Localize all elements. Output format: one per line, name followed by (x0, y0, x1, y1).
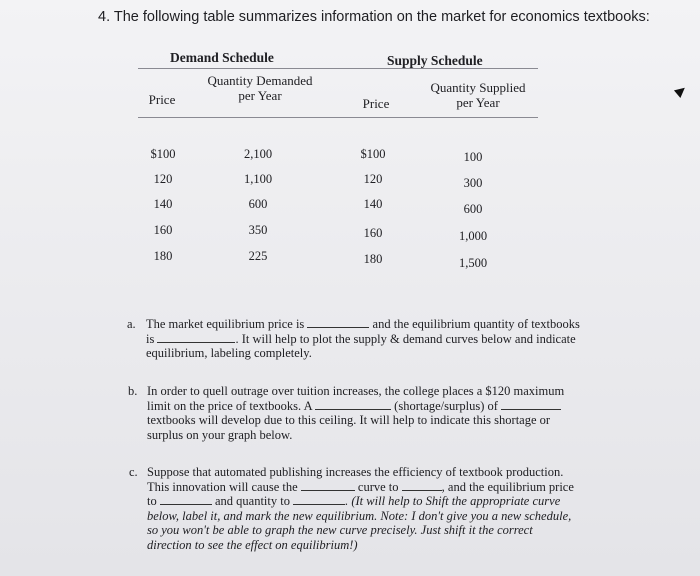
part-c-line3-mid: and quantity to (214, 494, 290, 508)
supply-price-cell: 120 (363, 172, 383, 186)
part-a-line1-pre: The market equilibrium price is (146, 317, 305, 331)
new-quantity-blank[interactable] (293, 494, 345, 505)
demand-price-cell: 120 (153, 172, 173, 186)
quantity-supplied-cell: 1,500 (458, 256, 488, 270)
part-c-line4: below, label it, and mark the new equilibrium. Note: I don't give you a new schedule, (147, 508, 572, 523)
quantity-demanded-cell: 600 (248, 197, 268, 211)
quantity-supplied-cell: 600 (463, 202, 483, 216)
part-a-line2-pre: is (146, 331, 155, 346)
part-a-line1-post: and the equilibrium quantity of textbooks (372, 317, 580, 331)
part-b-line2-pre: limit on the price of textbooks. A (147, 398, 312, 413)
part-a-letter: a. (127, 317, 136, 331)
supply-price-cell: 160 (363, 226, 383, 240)
curve-blank[interactable] (301, 480, 355, 491)
part-c-line2-pre: This innovation will cause the (147, 479, 298, 494)
part-c-line6: direction to see the effect on equilibrium!) (147, 537, 358, 552)
header-rule-bottom (138, 117, 538, 118)
demand-price-cell: 140 (153, 197, 173, 211)
quantity-supplied-cell: 100 (463, 150, 483, 164)
demand-price-cell: 180 (153, 249, 173, 263)
supply-qty-label (413, 80, 543, 110)
question-title: 4. The following table summarizes information on the market for economics textbooks: (98, 9, 650, 25)
shift-direction-blank[interactable] (402, 480, 442, 491)
equilibrium-quantity-blank[interactable] (157, 332, 235, 343)
demand-price-cell: 160 (153, 223, 173, 237)
new-price-blank[interactable] (160, 494, 212, 505)
part-b-line1: In order to quell outrage over tuition increases, the college places a $120 maximum (147, 384, 565, 398)
part-a-line3: equilibrium, labeling completely. (146, 346, 312, 360)
part-c-letter: c. (129, 465, 138, 479)
supply-qty-label-line1: Quantity Supplied (430, 80, 526, 95)
part-c-line1: Suppose that automated publishing increases the efficiency of textbook production. (147, 465, 564, 479)
supply-price-cell: $100 (360, 147, 386, 161)
part-b-line2-mid: (shortage/surplus) of (394, 398, 498, 413)
demand-schedule-header: Demand Schedule (170, 50, 274, 65)
part-a (146, 317, 626, 361)
part-b-letter: b. (128, 384, 138, 398)
demand-qty-label-line2: per Year (238, 88, 282, 103)
demand-qty-label-line1: Quantity Demanded (207, 73, 313, 88)
supply-price-cell: 140 (363, 197, 383, 211)
part-c-line3-post: . (It will help to Shift the appropriate curve (345, 494, 561, 508)
quantity-demanded-cell: 2,100 (243, 147, 273, 161)
supply-price-label: Price (362, 96, 390, 111)
equilibrium-price-blank[interactable] (307, 317, 369, 328)
part-c (147, 465, 627, 552)
part-b (147, 384, 627, 442)
shortage-surplus-blank[interactable] (315, 399, 391, 410)
part-b-line4: surplus on your graph below. (147, 427, 293, 442)
quantity-demanded-cell: 350 (248, 223, 268, 237)
quantity-supplied-cell: 300 (463, 176, 483, 190)
demand-price-cell: $100 (150, 147, 176, 161)
quantity-demanded-cell: 1,100 (243, 172, 273, 186)
demand-price-label: Price (148, 92, 176, 107)
supply-schedule-header: Supply Schedule (387, 53, 483, 68)
quantity-supplied-cell: 1,000 (458, 229, 488, 243)
part-c-line2-post: , and the equilibrium price (441, 479, 574, 494)
shortage-surplus-amount-blank[interactable] (501, 399, 561, 410)
quantity-demanded-cell: 225 (248, 249, 268, 263)
part-c-line2-mid: curve to (357, 479, 399, 494)
part-a-line2-post: . It will help to plot the supply & demand curves below and indicate (235, 331, 576, 346)
supply-qty-label-line2: per Year (456, 95, 500, 110)
part-c-line5: so you won't be able to graph the new curve precisely. Just shift it the correct (147, 523, 533, 537)
mouse-cursor-icon (674, 84, 688, 98)
supply-price-cell: 180 (363, 252, 383, 266)
part-b-line3: textbooks will develop due to this ceiling. It will help to indicate this shortage or (147, 413, 551, 427)
demand-qty-label (195, 73, 325, 103)
part-c-line3-pre: to (147, 494, 157, 508)
header-rule-top (138, 68, 538, 69)
